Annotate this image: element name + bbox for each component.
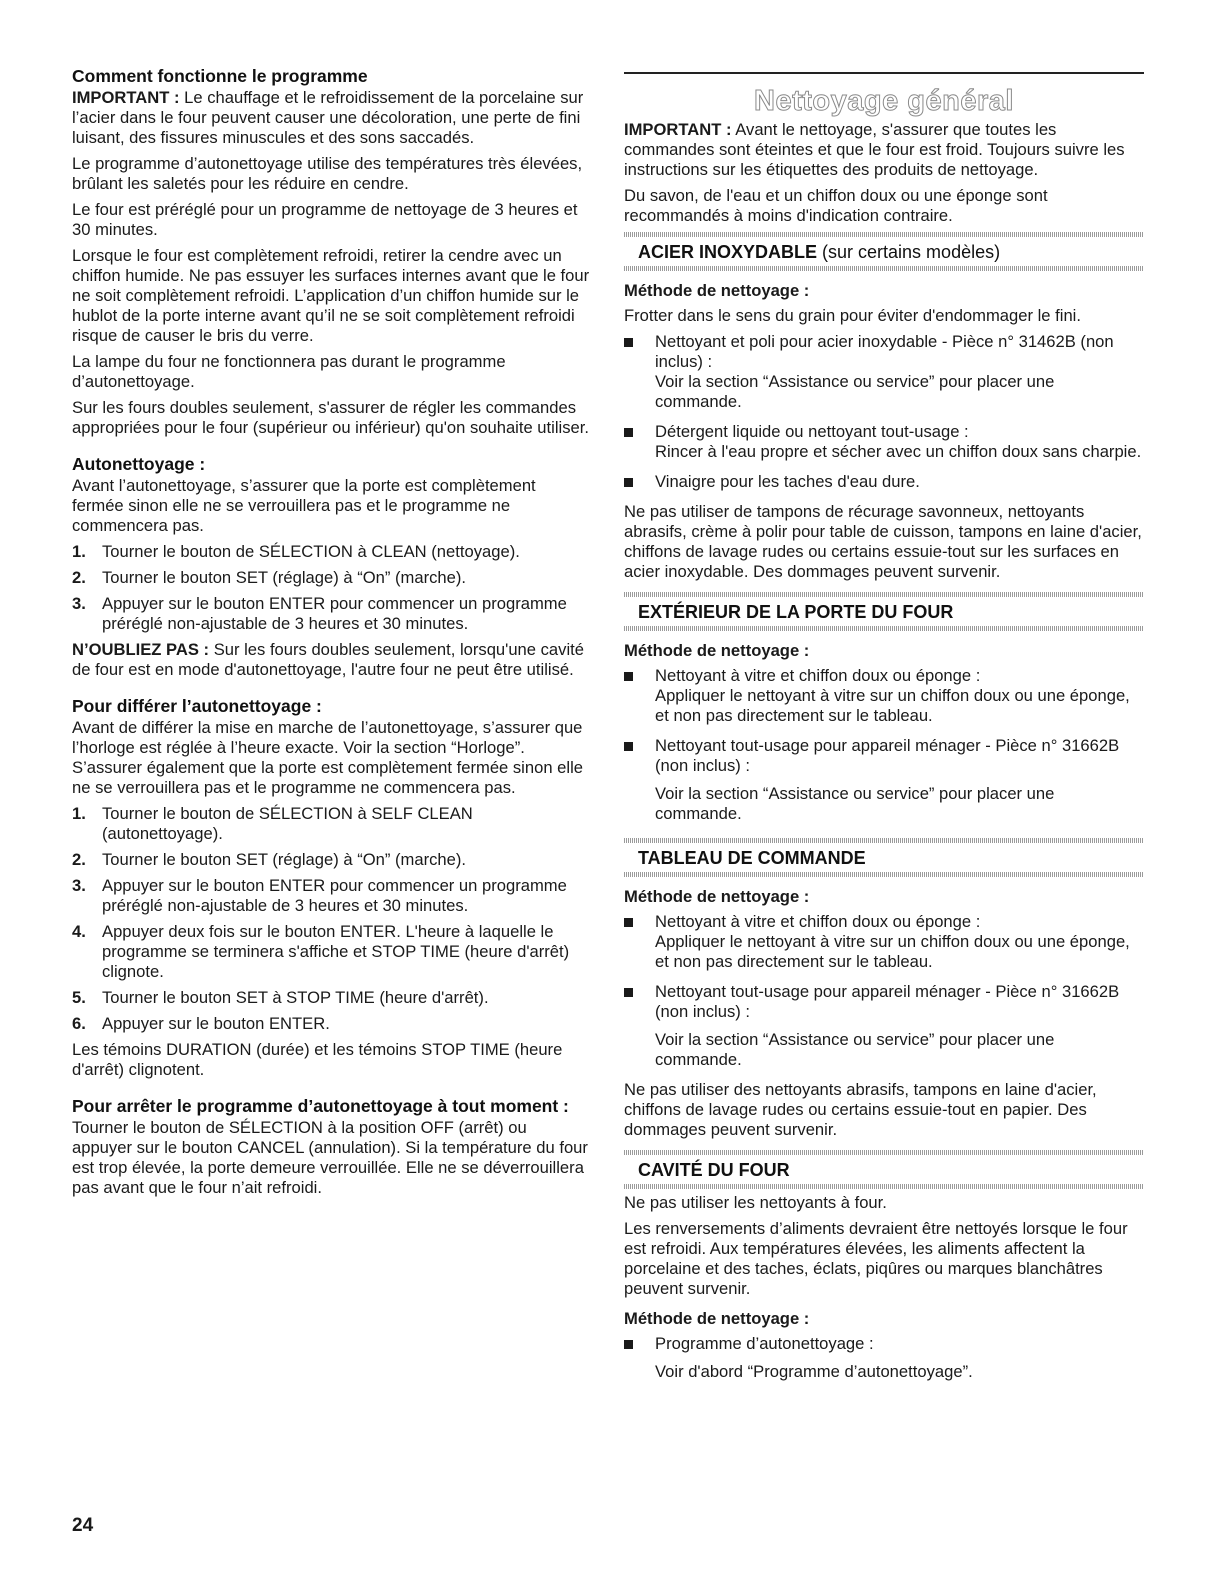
paragraph: Ne pas utiliser de tampons de récurage savonneux, nettoyants abrasifs, crème à polir pour table de cuisson, tampons en laine d'acier, chiffons de lavage rudes ou certains essuie-tout sur les surfaces en acier inoxydable. Des dommages peuvent survenir. — [624, 502, 1142, 581]
list-item: 4. Appuyer deux fois sur le bouton ENTER. L'heure à laquelle le programme se terminera s'affiche et STOP TIME (heure d'arrêt) clignote. — [72, 922, 570, 981]
bullet-list — [624, 1334, 1144, 1382]
subheading-oven-door-exterior: EXTÉRIEUR DE LA PORTE DU FOUR — [638, 602, 954, 622]
subheading-control-panel: TABLEAU DE COMMANDE — [638, 848, 866, 868]
method-label: Méthode de nettoyage : — [624, 281, 810, 300]
paragraph: Les renversements d’aliments devraient être nettoyés lorsque le four est refroidi. Aux températures élevées, les aliments affectent la porcelaine et des taches, éclats, piqûres ou marques blanchâtres peuvent survenir. — [624, 1219, 1128, 1298]
divider — [624, 872, 1144, 877]
list-item: 3. Appuyer sur le bouton ENTER pour commencer un programme préréglé non-ajustable de 3 heures et 30 minutes. — [72, 876, 567, 915]
bullet-list — [624, 332, 1144, 492]
left-column — [72, 66, 590, 1204]
list-item: 1. Tourner le bouton de SÉLECTION à SELF CLEAN (autonettoyage). — [72, 804, 473, 843]
delay-steps — [72, 804, 590, 1034]
divider — [624, 626, 1144, 631]
heading-delay-self-clean: Pour différer l’autonettoyage : — [72, 696, 322, 716]
paragraph: La lampe du four ne fonctionnera pas durant le programme d’autonettoyage. — [72, 352, 506, 391]
paragraph: Avant de différer la mise en marche de l’autonettoyage, s’assurer que l’horloge est réglée à l’heure exacte. Voir la section “Horloge”. S’assurer également que la porte est complètement fermée sinon elle ne se verrouillera pas et le programme ne commencera pas. — [72, 718, 583, 797]
list-item: Nettoyant à vitre et chiffon doux ou éponge : Appliquer le nettoyant à vitre sur un chiffon doux ou une éponge, et non pas directement sur le tableau. — [624, 666, 1144, 726]
list-item: 2. Tourner le bouton SET (réglage) à “On” (marche). — [72, 568, 466, 587]
list-item: Nettoyant à vitre et chiffon doux ou éponge : Appliquer le nettoyant à vitre sur un chiffon doux ou une éponge, et non pas directement sur le tableau. — [624, 912, 1144, 972]
list-item: 5. Tourner le bouton SET à STOP TIME (heure d'arrêt). — [72, 988, 489, 1007]
paragraph: Le programme d’autonettoyage utilise des températures très élevées, brûlant les saletés pour les réduire en cendre. — [72, 154, 583, 193]
list-item: 2. Tourner le bouton SET (réglage) à “On” (marche). — [72, 850, 466, 869]
top-rule — [624, 72, 1144, 74]
paragraph: IMPORTANT : Avant le nettoyage, s'assurer que toutes les commandes sont éteintes et que le four est froid. Toujours suivre les instructions sur les étiquettes des produits de nettoyage. — [624, 120, 1125, 179]
heading-how-program-works: Comment fonctionne le programme — [72, 66, 368, 86]
self-clean-steps — [72, 542, 590, 634]
heading-stop-self-clean: Pour arrêter le programme d’autonettoyage à tout moment : — [72, 1096, 569, 1116]
list-item: Détergent liquide ou nettoyant tout-usage : Rincer à l'eau propre et sécher avec un chiffon doux sans charpie. — [624, 422, 1144, 462]
list-item: 6. Appuyer sur le bouton ENTER. — [72, 1014, 330, 1033]
divider — [624, 266, 1144, 271]
paragraph: Le four est préréglé pour un programme de nettoyage de 3 heures et 30 minutes. — [72, 200, 578, 239]
method-label: Méthode de nettoyage : — [624, 641, 810, 660]
paragraph: Avant l’autonettoyage, s’assurer que la porte est complètement fermée sinon elle ne se verrouillera pas et le programme ne commencera pas. — [72, 476, 536, 535]
page-number: 24 — [72, 1515, 94, 1536]
method-label: Méthode de nettoyage : — [624, 887, 810, 906]
list-item: Nettoyant tout-usage pour appareil ménager - Pièce n° 31662B (non inclus) : Voir la section “Assistance ou service” pour placer une commande. — [624, 736, 1144, 824]
paragraph: Lorsque le four est complètement refroidi, retirer la cendre avec un chiffon humide. Ne pas essuyer les surfaces internes avant que le four ne soit complètement refroidi. L’application d’un chiffon humide sur le hublot de la porte interne avant qu’il ne se soit complètement refroidi risque de causer le bris du verre. — [72, 246, 590, 345]
important-label: IMPORTANT : — [72, 88, 180, 107]
paragraph: N’OUBLIEZ PAS : Sur les fours doubles seulement, lorsqu'une cavité de four est en mode d'autonettoyage, l'autre four ne peut être utilisé. — [72, 640, 584, 679]
paragraph: Frotter dans le sens du grain pour éviter d'endommager le fini. — [624, 306, 1081, 325]
list-item: Nettoyant et poli pour acier inoxydable - Pièce n° 31462B (non inclus) : Voir la section “Assistance ou service” pour placer une commande. — [624, 332, 1144, 412]
paragraph: IMPORTANT : Le chauffage et le refroidissement de la porcelaine sur l’acier dans le four peuvent causer une décoloration, une perte de fini luisant, des fissures minuscules et des sons saccadés. — [72, 88, 584, 147]
list-item: 1. Tourner le bouton de SÉLECTION à CLEAN (nettoyage). — [72, 542, 520, 561]
bullet-list — [624, 666, 1144, 824]
paragraph: Tourner le bouton de SÉLECTION à la position OFF (arrêt) ou appuyer sur le bouton CANCEL (annulation). Si la température du four est trop élevée, la porte demeure verrouillée. Elle ne se déverrouillera pas avant que le four n’ait refroidi. — [72, 1118, 588, 1197]
paragraph: Les témoins DURATION (durée) et les témoins STOP TIME (heure d'arrêt) clignotent. — [72, 1040, 563, 1079]
method-label: Méthode de nettoyage : — [624, 1309, 810, 1328]
paragraph: Ne pas utiliser des nettoyants abrasifs, tampons en laine d'acier, chiffons de lavage rudes ou certains essuie-tout en papier. Des dommages peuvent survenir. — [624, 1080, 1097, 1139]
subheading-oven-cavity: CAVITÉ DU FOUR — [638, 1160, 790, 1180]
important-label: IMPORTANT : — [624, 120, 732, 139]
list-item: 3. Appuyer sur le bouton ENTER pour commencer un programme préréglé non-ajustable de 3 heures et 30 minutes. — [72, 594, 567, 633]
paragraph: Sur les fours doubles seulement, s'assurer de régler les commandes appropriées pour le four (supérieur ou inférieur) qu'on souhaite utiliser. — [72, 398, 589, 437]
heading-self-clean: Autonettoyage : — [72, 454, 206, 474]
section-title: Nettoyage général — [754, 85, 1014, 117]
list-item: Programme d’autonettoyage : Voir d'abord “Programme d’autonettoyage”. — [624, 1334, 1144, 1382]
bullet-list — [624, 912, 1144, 1070]
reminder-label: N’OUBLIEZ PAS : — [72, 640, 210, 659]
list-item: Nettoyant tout-usage pour appareil ménager - Pièce n° 31662B (non inclus) : Voir la section “Assistance ou service” pour placer une commande. — [624, 982, 1144, 1070]
paragraph: Du savon, de l'eau et un chiffon doux ou une éponge sont recommandés à moins d'indication contraire. — [624, 186, 1048, 225]
paragraph: Ne pas utiliser les nettoyants à four. — [624, 1193, 887, 1212]
subheading-stainless-steel: ACIER INOXYDABLE (sur certains modèles) — [638, 242, 1001, 262]
right-column — [624, 66, 1144, 1392]
list-item: Vinaigre pour les taches d'eau dure. — [624, 472, 1144, 492]
